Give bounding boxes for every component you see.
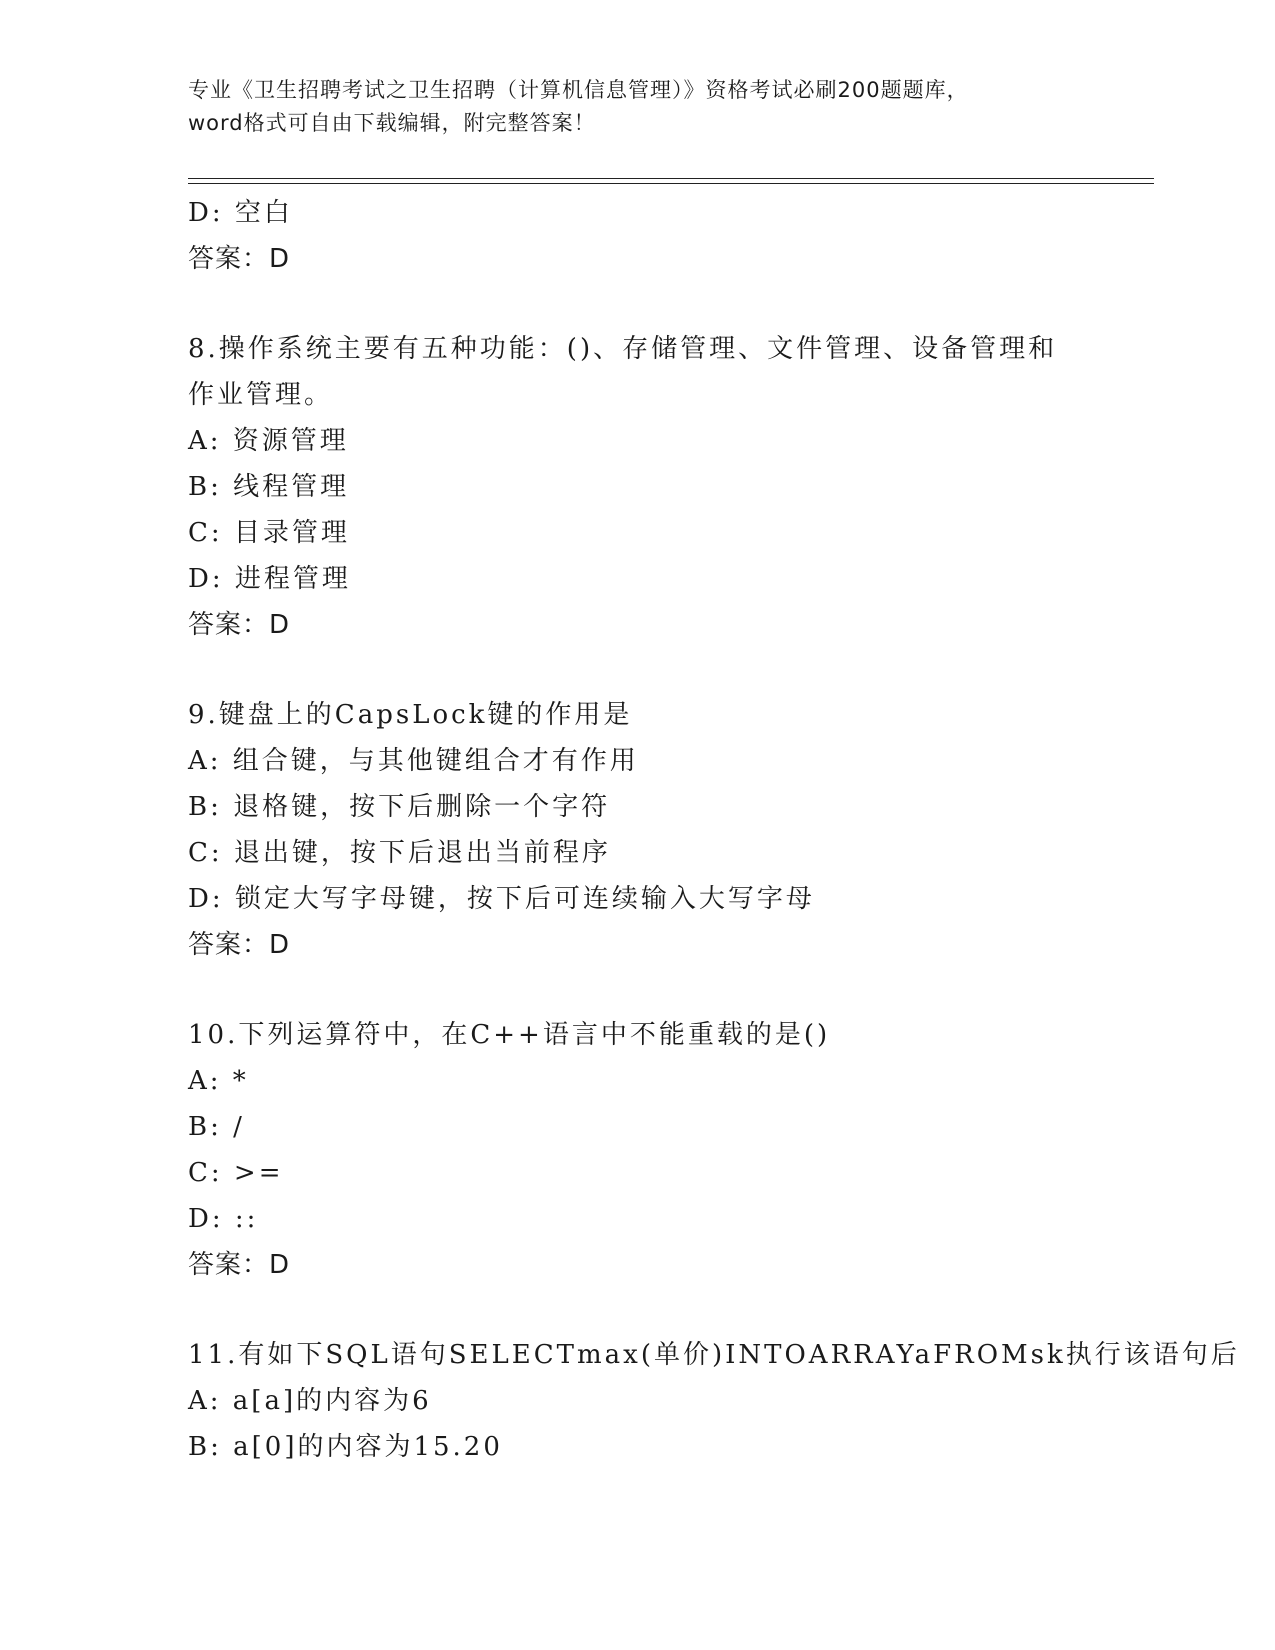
- option-d: D: 空白: [188, 198, 293, 228]
- option-a: A: a[a]的内容为6: [188, 1386, 432, 1416]
- option-c: C: 目录管理: [188, 518, 350, 548]
- option-c: C: 退出键，按下后退出当前程序: [188, 838, 611, 868]
- document-header: [188, 74, 1088, 140]
- spacer: [188, 282, 1108, 326]
- previous-question-tail: [188, 190, 1108, 282]
- question-8: [188, 326, 1108, 648]
- header-divider-bottom: [188, 183, 1154, 184]
- spacer: [188, 968, 1108, 1012]
- option-a: A: 资源管理: [188, 426, 349, 456]
- option-a: A: 组合键，与其他键组合才有作用: [188, 746, 639, 776]
- answer-line: 答案：D: [188, 1250, 291, 1280]
- question-10: [188, 1012, 1108, 1288]
- header-divider-top: [188, 178, 1154, 179]
- header-line-2: word格式可自由下载编辑，附完整答案！: [188, 111, 596, 135]
- answer-line: 答案：D: [188, 610, 291, 640]
- spacer: [188, 1288, 1108, 1332]
- option-b: B: 线程管理: [188, 472, 350, 502]
- question-stem: 11.有如下SQL语句SELECTmax(单价)INTOARRAYaFROMsk执行该语句后: [188, 1340, 1240, 1370]
- option-d: D: 进程管理: [188, 564, 351, 594]
- question-stem: 9.键盘上的CapsLock键的作用是: [188, 700, 633, 730]
- option-d: D: ::: [188, 1204, 259, 1234]
- header-line-1: 专业《卫生招聘考试之卫生招聘（计算机信息管理）》资格考试必刷200题题库，: [188, 78, 969, 102]
- spacer: [188, 648, 1108, 692]
- document-body: [188, 190, 1240, 1470]
- question-stem: 10.下列运算符中，在C++语言中不能重载的是(): [188, 1020, 831, 1050]
- answer-line: 答案：D: [188, 930, 291, 960]
- question-stem-continued: 作业管理。: [188, 380, 334, 410]
- question-9: [188, 692, 1108, 968]
- option-b: B: a[0]的内容为15.20: [188, 1432, 503, 1462]
- question-11: [188, 1332, 1240, 1470]
- answer-line: 答案：D: [188, 244, 291, 274]
- option-b: B: 退格键，按下后删除一个字符: [188, 792, 611, 822]
- option-b: B: /: [188, 1112, 245, 1142]
- option-d: D: 锁定大写字母键，按下后可连续输入大写字母: [188, 884, 815, 914]
- option-a: A: *: [188, 1066, 249, 1096]
- question-stem: 8.操作系统主要有五种功能：()、存储管理、文件管理、设备管理和: [188, 334, 1058, 364]
- option-c: C: >=: [188, 1158, 284, 1188]
